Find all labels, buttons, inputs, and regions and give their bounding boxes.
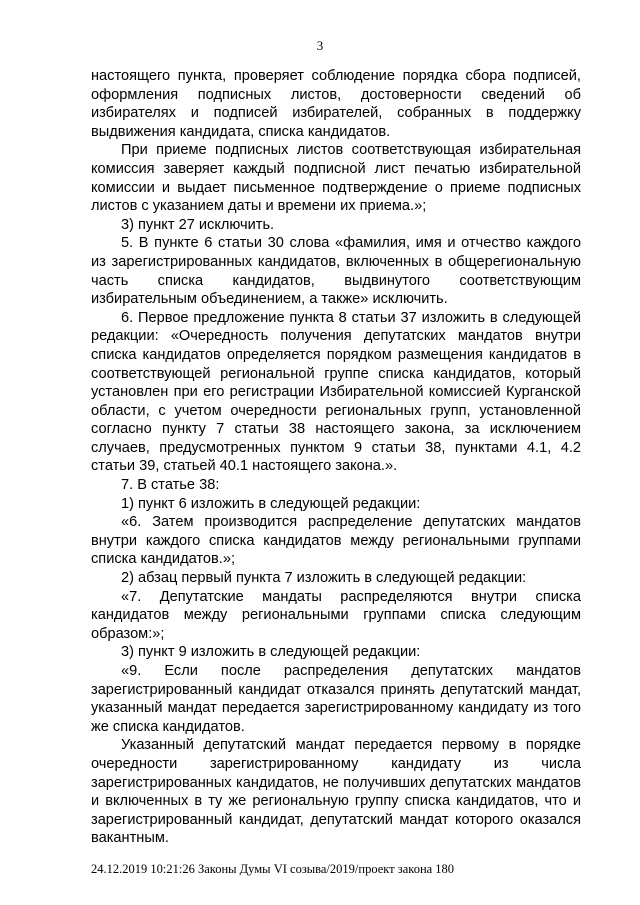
paragraph: настоящего пункта, проверяет соблюдение порядка сбора подписей, оформления подписных листов, достоверности сведений об избирателях и подписей избирателей, собранных в поддержку выдвижения кандидата, списка кандидатов. — [91, 68, 581, 140]
paragraph: «9. Если после распределения депутатских мандатов зарегистрированный кандидат отказался принять депутатский мандат, указанный мандат передается зарегистрированному кандидату из того же списка кандидатов. — [91, 663, 581, 735]
document-body — [91, 67, 581, 848]
paragraph: 1) пункт 6 изложить в следующей редакции: — [121, 495, 421, 512]
page-number: 3 — [316, 38, 324, 53]
paragraph: 3) пункт 27 исключить. — [121, 216, 275, 233]
paragraph: 3) пункт 9 изложить в следующей редакции: — [121, 644, 421, 661]
paragraph: 7. В статье 38: — [121, 477, 220, 494]
paragraph: «6. Затем производится распределение депутатских мандатов внутри каждого списка кандидатов между региональными группами списка кандидатов.»; — [91, 514, 581, 568]
paragraph: 6. Первое предложение пункта 8 статьи 37 изложить в следующей редакции: «Очередность получения депутатских мандатов внутри списка кандидатов определяется порядком размещения кандидатов в соответствующей региональной группе списка кандидатов, который установлен при его регистрации Избирательной комиссией Курганской области, с учетом очередности региональных групп, установленной согласно пункту 7 статьи 38 настоящего закона, за исключением случаев, предусмотренных пунктом 9 статьи 38, пунктами 4.1, 4.2 статьи 39, статьей 40.1 настоящего закона.». — [91, 309, 581, 475]
document-footer: 24.12.2019 10:21:26 Законы Думы VI созыва/2019/проект закона 180 — [91, 862, 455, 876]
paragraph: 5. В пункте 6 статьи 30 слова «фамилия, имя и отчество каждого из зарегистрированных кандидатов, включенных в общерегиональную часть списка кандидатов, выдвинутого соответствующим избирательным объединением, а также» исключить. — [91, 235, 581, 308]
paragraph: 2) абзац первый пункта 7 изложить в следующей редакции: — [121, 570, 527, 587]
paragraph: «7. Депутатские мандаты распределяются внутри списка кандидатов между региональными группами списка следующим образом:»; — [91, 588, 581, 642]
paragraph: Указанный депутатский мандат передается первому в порядке очередности зарегистрированному кандидату из числа зарегистрированных кандидатов, не получивших депутатских мандатов и включенных в ту же региональную группу списка кандидатов, что и зарегистрированный кандидат, депутатский мандат которого оказался вакантным. — [91, 737, 581, 847]
paragraph: При приеме подписных листов соответствующая избирательная комиссия заверяет каждый подписной лист печатью избирательной комиссии и выдает письменное подтверждение о приеме подписных листов с указанием даты и времени их приема.»; — [91, 142, 581, 215]
